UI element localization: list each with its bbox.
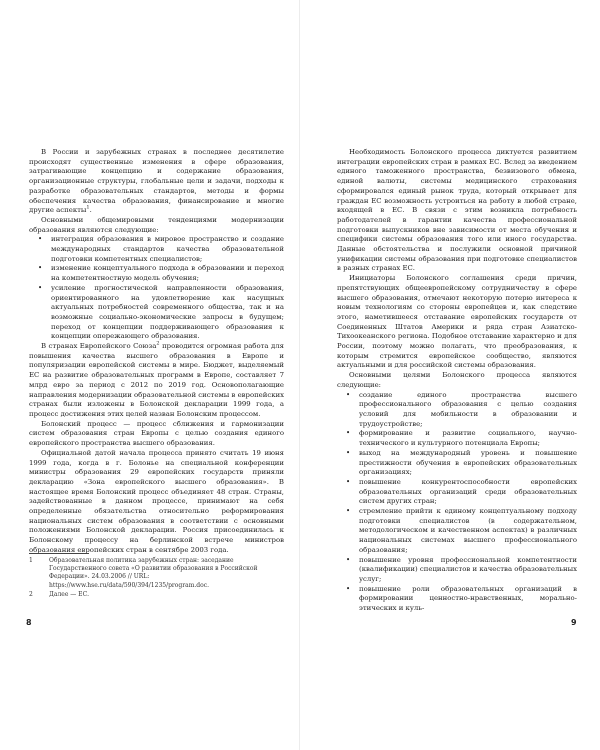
- footnote: [29, 591, 284, 599]
- list-item: • стремление прийти к единому концептуальному подходу подготовки специалистов (в содержательном, методологическом и качественном аспектах) в различных национальных системах высшего профессионального образования;: [337, 507, 577, 556]
- list-item: • усиление прогностической направленности образования, ориентированного на удовлетворение как насущных актуальных потребностей современного общества, так и на возможные социально-экономические запросы в будущем; переход от концепции поддерживающего образования к концепции опережающего образования.: [29, 284, 284, 342]
- paragraph: В странах Европейского Союза$^2$ проводится огромная работа для повышения качества высшего образования в Европе и популяризации европейской системы в мире. Бюджет, выделяемый ЕС на развитие образовательных программ в Европе, составляет 7 млрд евро за период с 2012 по 2019 год. Основополагающие направления модернизации образовательной системы в европейских странах были изложены в Болонской декларации 1999 года, а процесс достижения этих целей назван Болонским процессом.: [29, 340, 284, 418]
- bullet-list: [29, 235, 284, 342]
- list-item: • создание единого пространства высшего профессионального образования с целью создания условий для мобильности в образовании и трудоустройстве;: [337, 391, 577, 430]
- paragraph: Основными общемировыми тенденциями модернизации образования являются следующие:: [29, 215, 284, 234]
- footnote-ref: 2: [156, 340, 160, 347]
- page-number: 8: [26, 618, 32, 627]
- paragraph: В России и зарубежных странах в последнее десятилетие происходят существенные изменения в сфере образования, затрагивающие концепцию и содержание образования, организационные структуры, глобальные цели и задачи, подходы к разработке образовательных стандартов, методы и формы обеспечения качества образования, финансирование и многие другие аспекты$^1$.: [29, 148, 284, 215]
- footnote-number: 1: [29, 557, 33, 564]
- paragraph: Основными целями Болонского процесса являются следующие:: [337, 371, 577, 389]
- list-item: • интеграция образования в мировое пространство и создание международных стандартов качества образовательной подготовки компетентных специалистов;: [29, 235, 284, 264]
- list-item: • изменение концептуального подхода в образовании и переход на компетентностную модель обучения;: [29, 264, 284, 283]
- footnote-text: Образовательная политика зарубежных стран: заседание Государственного совета «О развитии образования в Российской Федерации». 24.03.2006 // URL: https://www.hse.ru/data/590/394/1235/program.doc.: [49, 557, 258, 589]
- right-text-column: [337, 148, 577, 614]
- left-text-column: [29, 148, 284, 556]
- footnotes: [29, 553, 284, 600]
- list-item: • формирование и развитие социального, научно-технического и культурного потенциала Европы;: [337, 429, 577, 448]
- list-item: • повышение роли образовательных организаций в формировании ценностно-нравственных, морально-этических и куль-: [337, 585, 577, 614]
- paragraph: Болонский процесс — процесс сближения и гармонизации систем образования стран Европы с целью создания единого европейского пространства высшего образования.: [29, 419, 284, 448]
- list-item: • повышение уровня профессиональной компетентности (квалификации) специалистов и качества образовательных услуг;: [337, 556, 577, 585]
- footnote-number: 2: [29, 590, 33, 598]
- footnote: [29, 557, 284, 590]
- footnote-ref: 1: [86, 204, 90, 211]
- paragraph: Официальной датой начала процесса принято считать 19 июня 1999 года, когда в г. Болонье на специальной конференции министры образования 29 европейских государств приняли декларацию «Зона европейского высшего образования». В настоящее время Болонский процесс объединяет 48 стран. Страны, задействованные в данном процессе, принимают на себя определенные обязательства относительно реформирования национальных систем образования в соответствии с основными положениями Болонской декларации. Россия присоединилась к Болонскому процессу на берлинской встрече министров образования европейских стран в сентябре 2003 года.: [29, 448, 284, 554]
- paragraph: Необходимость Болонского процесса диктуется развитием интеграции европейских стран в рамках ЕС. Вслед за введением единого таможенного пространства, безвизового обмена, единой валюты, системы медицинского страхования сформировался единый рынок труда, который открывает для граждан ЕС возможность устроиться на работу в любой стране, входящей в ЕС. В связи с этим возникла потребность работодателей в гарантии качества профессиональной подготовки выпускников вне зависимости от места обучения и специфики системы образования того или иного государства. Данные обстоятельства и послужили основной причиной унификации системы образования при подготовке специалистов в разных странах ЕС.: [337, 148, 577, 273]
- paragraph: Инициаторы Болонского соглашения среди причин, препятствующих общеевропейскому сотрудничеству в сфере высшего образования, отмечают некоторую потерю интереса к новым технологиям со стороны европейцев и, как следствие этого, наметившееся отставание европейских государств от Соединенных Штатов Америки и ряда стран Азиатско-Тихоокеанского региона. Подобное отставание характерно и для России, поэтому можно полагать, что преобразования, к которым стремится европейское сообщество, являются актуальными и для российской системы образования.: [337, 274, 577, 370]
- bullet-list: [337, 391, 577, 614]
- page-number: 9: [571, 618, 577, 627]
- footnote-text: Далее — ЕС.: [49, 590, 90, 598]
- right-page: [300, 0, 600, 750]
- footnote-divider: [29, 553, 89, 554]
- list-item: • повышение конкурентоспособности европейских образовательных организаций среди образовательных систем других стран;: [337, 478, 577, 507]
- list-item: • выход на международный уровень и повышение престижности обучения в европейских образовательных организациях;: [337, 449, 577, 478]
